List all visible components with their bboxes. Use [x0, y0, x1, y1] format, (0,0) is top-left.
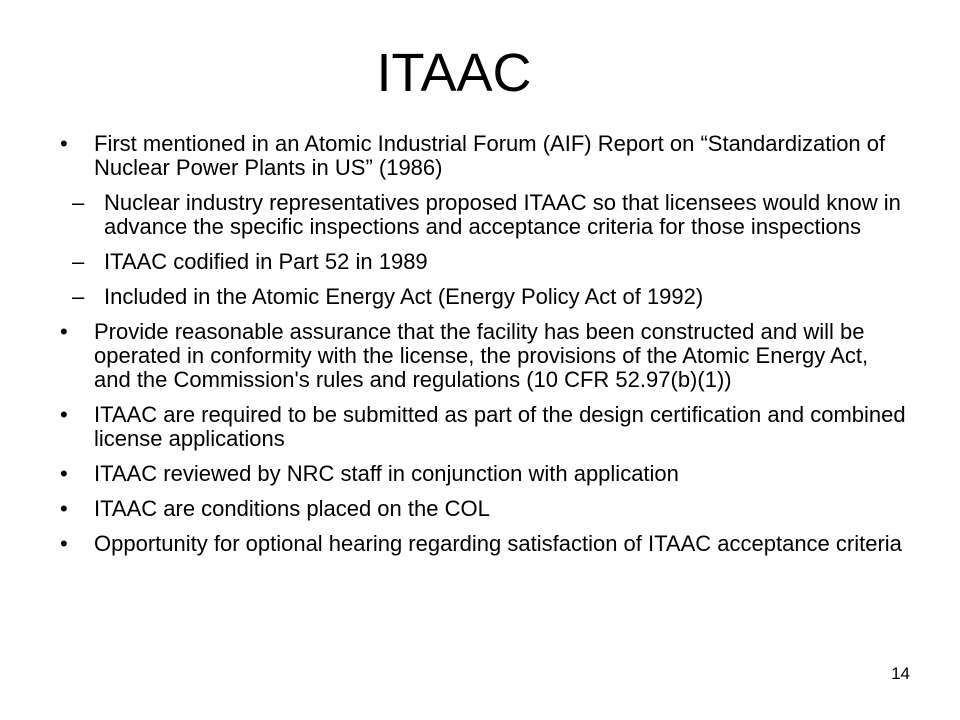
- bullet-dot-icon: •: [60, 319, 68, 344]
- sub-bullet-item: [60, 250, 910, 274]
- bullet-list: [60, 132, 910, 567]
- slide-title: ITAAC: [376, 43, 532, 103]
- dash-icon: –: [72, 249, 85, 274]
- bullet-text: First mentioned in an Atomic Industrial Forum (AIF) Report on “Standardization of Nuclear Power Plants in US” (1986): [94, 131, 886, 180]
- bullet-item: [60, 462, 910, 486]
- sub-bullet-item: [60, 285, 910, 309]
- bullet-item: [60, 132, 910, 180]
- sub-bullet-text: Nuclear industry representatives proposed ITAAC so that licensees would know in advance the specific inspections and acceptance criteria for those inspections: [104, 190, 901, 239]
- sub-bullet-text: ITAAC codified in Part 52 in 1989: [104, 249, 428, 274]
- bullet-text: ITAAC reviewed by NRC staff in conjunction with application: [94, 461, 679, 486]
- dash-icon: –: [72, 284, 85, 309]
- bullet-text: Opportunity for optional hearing regarding satisfaction of ITAAC acceptance criteria: [94, 531, 902, 556]
- bullet-text: ITAAC are conditions placed on the COL: [94, 496, 490, 521]
- sub-bullet-item: [60, 191, 910, 239]
- bullet-dot-icon: •: [60, 131, 68, 156]
- page-number: 14: [891, 664, 910, 683]
- bullet-dot-icon: •: [60, 496, 68, 521]
- bullet-text: ITAAC are required to be submitted as part of the design certification and combined license applications: [94, 402, 906, 451]
- dash-icon: –: [72, 190, 85, 215]
- bullet-item: [60, 532, 910, 556]
- bullet-dot-icon: •: [60, 461, 68, 486]
- bullet-item: [60, 320, 910, 392]
- sub-bullet-text: Included in the Atomic Energy Act (Energy Policy Act of 1992): [104, 284, 704, 309]
- bullet-item: [60, 403, 910, 451]
- bullet-dot-icon: •: [60, 531, 68, 556]
- bullet-item: [60, 497, 910, 521]
- bullet-text: Provide reasonable assurance that the facility has been constructed and will be operated in conformity with the license, the provisions of the Atomic Energy Act, and the Commission's rules and regulations (10 CFR 52.97(b)(1)): [94, 319, 869, 392]
- bullet-dot-icon: •: [60, 402, 68, 427]
